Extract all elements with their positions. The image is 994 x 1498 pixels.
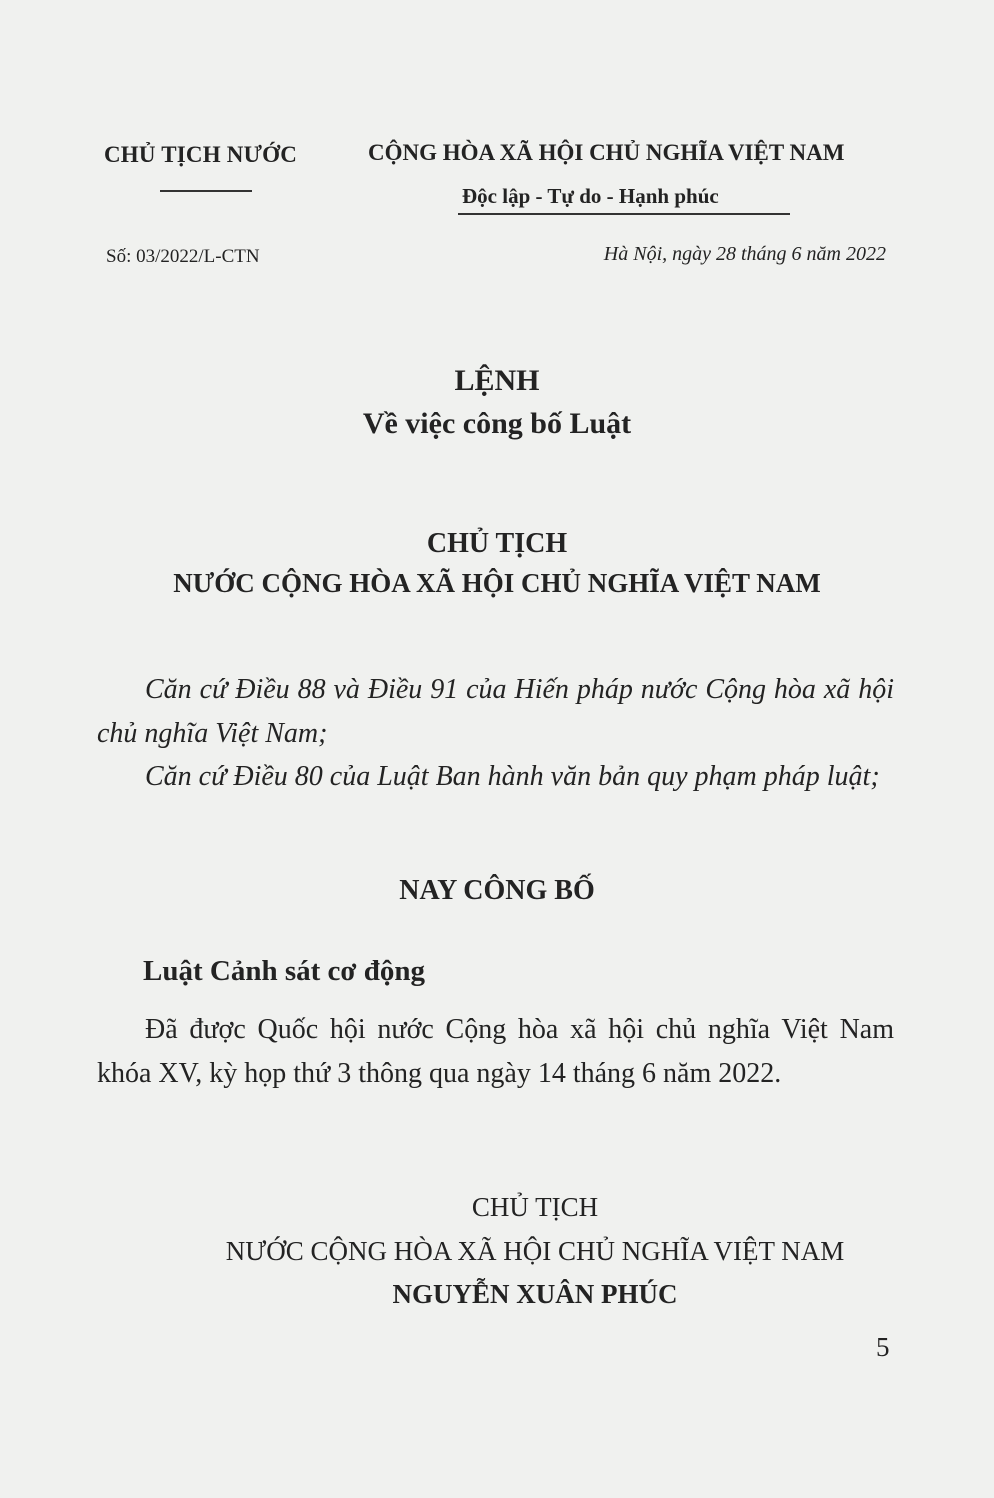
document-type-title: LỆNH [454,364,540,397]
page-number: 5 [876,1332,890,1362]
issuer-heading: CHỦ TỊCH NƯỚC [104,142,298,167]
legal-basis-1: Căn cứ Điều 88 và Điều 91 của Hiến pháp nước Cộng hòa xã hội chủ nghĩa Việt Nam; [97,674,894,749]
nation-heading: CỘNG HÒA XÃ HỘI CHỦ NGHĨA VIỆT NAM [368,140,845,165]
adoption-paragraph: Đã được Quốc hội nước Cộng hòa xã hội chủ nghĩa Việt Nam khóa XV, kỳ họp thứ 3 thông qua ngày 14 tháng 6 năm 2022. [97,1014,894,1089]
document-subject: Về việc công bố Luật [362,407,632,440]
issuer-underline [160,190,252,192]
authority-title: CHỦ TỊCH [426,528,568,559]
signatory-name: NGUYỄN XUÂN PHÚC [392,1279,678,1309]
signature-state: NƯỚC CỘNG HÒA XÃ HỘI CHỦ NGHĨA VIỆT NAM [225,1236,845,1266]
document-number: Số: 03/2022/L-CTN [106,246,260,267]
law-title: Luật Cảnh sát cơ động [143,955,425,987]
legal-basis-2: Căn cứ Điều 80 của Luật Ban hành văn bản quy phạm pháp luật; [145,761,880,792]
signature-title: CHỦ TỊCH [471,1192,599,1222]
motto-underline [458,213,790,215]
national-motto: Độc lập - Tự do - Hạnh phúc [462,184,719,208]
authority-state: NƯỚC CỘNG HÒA XÃ HỘI CHỦ NGHĨA VIỆT NAM [173,568,821,598]
promulgation-heading: NAY CÔNG BỐ [399,875,595,906]
place-and-date: Hà Nội, ngày 28 tháng 6 năm 2022 [603,243,886,265]
